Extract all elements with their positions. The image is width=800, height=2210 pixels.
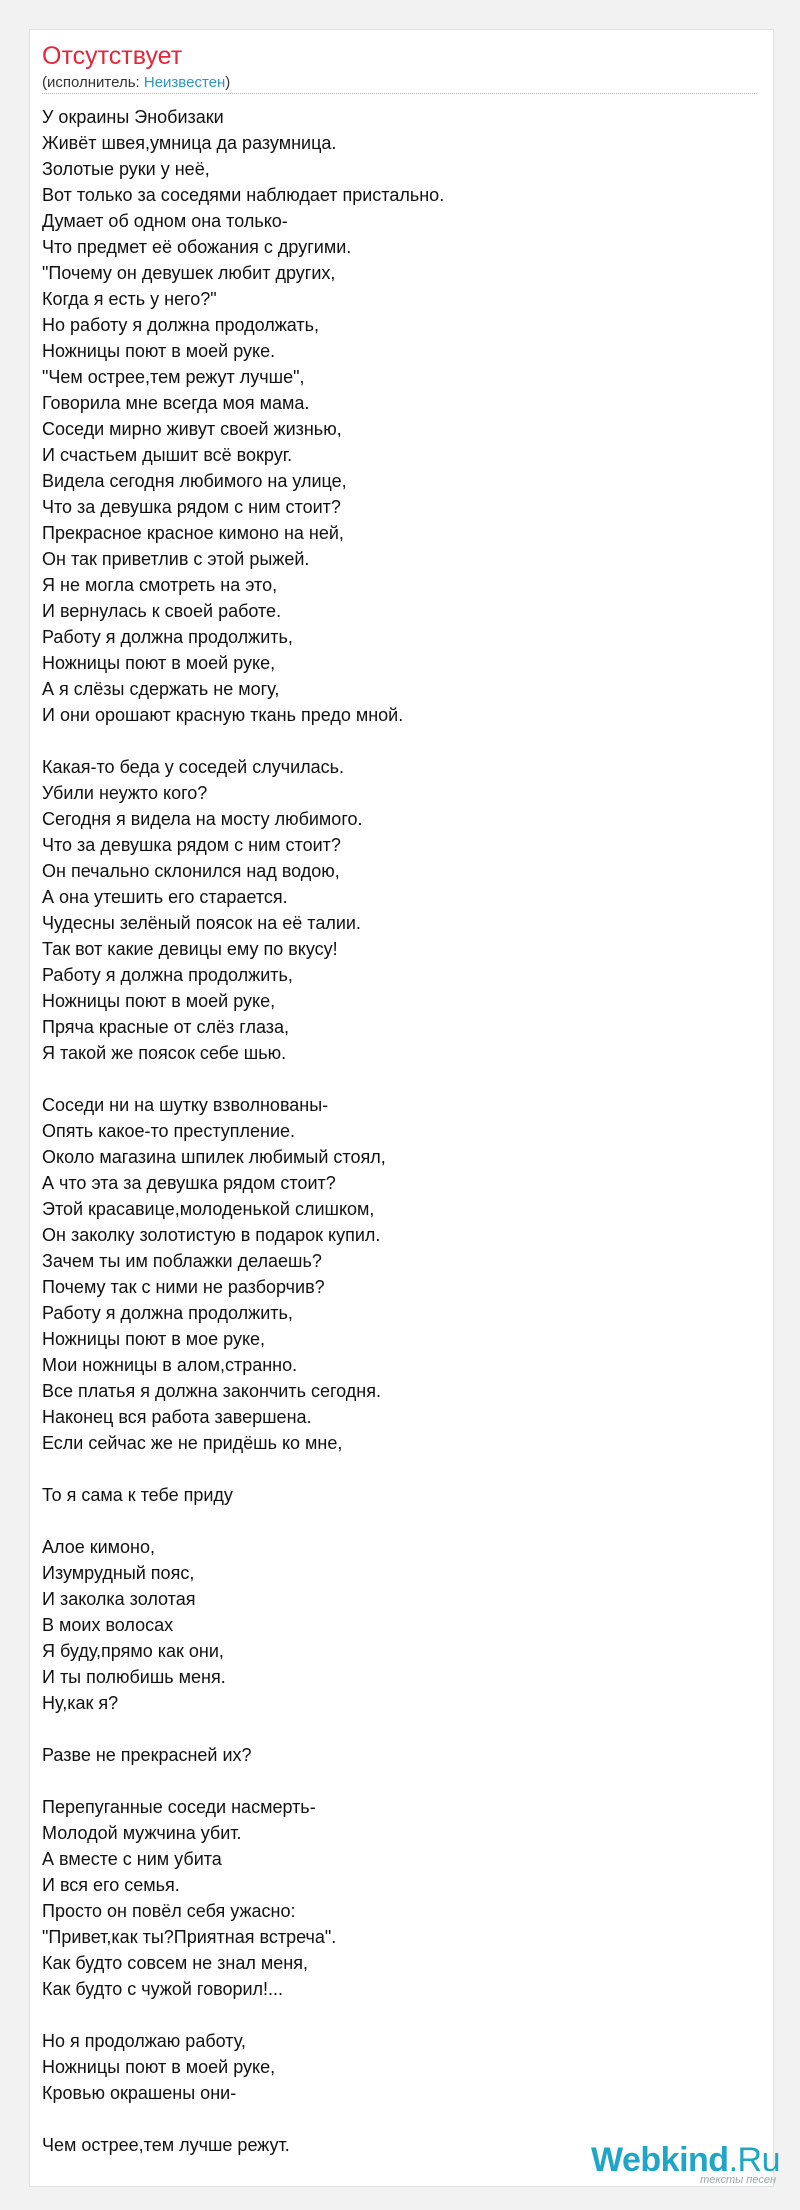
lyric-line: Перепуганные соседи насмерть- [42,1797,316,1817]
song-title: Отсутствует [42,42,183,70]
lyric-line: Вот только за соседями наблюдает пристально. [42,185,445,205]
lyric-line: Но я продолжаю работу, [42,2031,246,2051]
lyric-line: И вернулась к своей работе. [42,601,282,621]
logo-domain: .Ru [728,2141,780,2179]
artist-suffix: ) [225,74,231,91]
lyric-line: Мои ножницы в алом,странно. [42,1355,298,1375]
lyric-line: "Чем острее,тем режут лучше", [42,367,305,387]
lyric-line: Разве не прекрасней их? [42,1745,252,1765]
lyric-line: Пряча красные от слёз глаза, [42,1017,290,1037]
lyric-line: А я слёзы сдержать не могу, [42,679,280,699]
lyric-line: Видела сегодня любимого на улице, [42,471,347,491]
lyric-blank-line [42,1768,742,1794]
lyric-line: Алое кимоно, [42,1537,156,1557]
lyric-line: У окраины Энобизаки [42,107,224,127]
lyric-line: Что предмет её обожания с другими. [42,237,352,257]
lyric-line: А вместе с ним убита [42,1849,222,1869]
lyric-line: Убили неужто кого? [42,783,208,803]
lyric-line: Я не могла смотреть на это, [42,575,278,595]
lyric-line: Какая-то беда у соседей случилась. [42,757,345,777]
title-divider [42,93,757,94]
lyric-line: Что за девушка рядом с ним стоит? [42,497,341,517]
lyric-line: А что эта за девушка рядом стоит? [42,1173,336,1193]
lyrics-body [42,104,742,2158]
lyric-blank-line [42,728,742,754]
lyric-line: Но работу я должна продолжать, [42,315,320,335]
artist-link[interactable]: Неизвестен [143,74,226,91]
lyric-line: Говорила мне всегда моя мама. [42,393,310,413]
lyric-line: Чем острее,тем лучше режут. [42,2135,290,2155]
lyric-line: Работу я должна продолжить, [42,1303,293,1323]
lyric-line: Я буду,прямо как они, [42,1641,224,1661]
lyric-line: Работу я должна продолжить, [42,627,293,647]
lyric-line: Что за девушка рядом с ним стоит? [42,835,341,855]
lyric-line: Ножницы поют в моей руке, [42,991,276,1011]
logo-tagline: тексты песен [700,2174,776,2186]
lyric-line: Сегодня я видела на мосту любимого. [42,809,363,829]
lyric-line: В моих волосах [42,1615,174,1635]
lyric-line: И ты полюбишь меня. [42,1667,226,1687]
lyric-blank-line [42,1716,742,1742]
lyric-line: Ножницы поют в моей руке. [42,341,276,361]
lyric-line: Почему так с ними не разборчив? [42,1277,325,1297]
lyric-line: Ножницы поют в моей руке, [42,2057,276,2077]
lyric-line: Просто он повёл себя ужасно: [42,1901,296,1921]
lyric-blank-line [42,1508,742,1534]
lyric-line: Ножницы поют в мое руке, [42,1329,266,1349]
lyric-line: Наконец вся работа завершена. [42,1407,312,1427]
lyric-line: Работу я должна продолжить, [42,965,293,985]
lyric-line: А она утешить его старается. [42,887,288,907]
lyric-line: Думает об одном она только- [42,211,288,231]
lyric-blank-line [42,2106,742,2132]
lyric-line: Живёт швея,умница да разумница. [42,133,337,153]
lyric-line: То я сама к тебе приду [42,1485,233,1505]
lyric-line: Прекрасное красное кимоно на ней, [42,523,344,543]
lyric-blank-line [42,2002,742,2028]
lyric-line: Если сейчас же не придёшь ко мне, [42,1433,343,1453]
logo-brand: Webkind [591,2141,729,2179]
lyric-line: "Почему он девушек любит других, [42,263,336,283]
lyric-line: Он печально склонился над водою, [42,861,340,881]
lyric-line: Изумрудный пояс, [42,1563,195,1583]
lyric-line: И счастьем дышит всё вокруг. [42,445,293,465]
lyric-line: Так вот какие девицы ему по вкусу! [42,939,338,959]
lyric-line: Этой красавице,молоденькой слишком, [42,1199,375,1219]
lyric-line: Ну,как я? [42,1693,119,1713]
lyric-line: Соседи ни на шутку взволнованы- [42,1095,329,1115]
lyric-blank-line [42,1066,742,1092]
lyric-line: Зачем ты им поблажки делаешь? [42,1251,322,1271]
lyric-line: И вся его семья. [42,1875,180,1895]
lyric-line: Молодой мужчина убит. [42,1823,242,1843]
logo-wordmark [584,2142,780,2178]
lyric-line: Опять какое-то преступление. [42,1121,296,1141]
webkind-logo[interactable] [584,2142,780,2188]
lyric-line: И заколка золотая [42,1589,196,1609]
lyric-line: Соседи мирно живут своей жизнью, [42,419,342,439]
lyric-line: Чудесны зелёный поясок на её талии. [42,913,361,933]
lyric-line: Все платья я должна закончить сегодня. [42,1381,381,1401]
lyric-line: Когда я есть у него?" [42,289,217,309]
lyric-line: Ножницы поют в моей руке, [42,653,276,673]
lyric-line: Как будто совсем не знал меня, [42,1953,308,1973]
lyric-line: Около магазина шпилек любимый стоял, [42,1147,386,1167]
lyric-line: "Привет,как ты?Приятная встреча". [42,1927,337,1947]
lyric-line: Золотые руки у неё, [42,159,210,179]
lyric-line: Он так приветлив с этой рыжей. [42,549,310,569]
lyric-line: Как будто с чужой говорил!... [42,1979,284,1999]
lyric-blank-line [42,1456,742,1482]
lyric-line: И они орошают красную ткань предо мной. [42,705,404,725]
lyric-line: Он заколку золотистую в подарок купил. [42,1225,381,1245]
lyric-line: Я такой же поясок себе шью. [42,1043,287,1063]
lyric-line: Кровью окрашены они- [42,2083,237,2103]
artist-line [42,74,230,92]
artist-prefix: (исполнитель: [42,74,144,91]
